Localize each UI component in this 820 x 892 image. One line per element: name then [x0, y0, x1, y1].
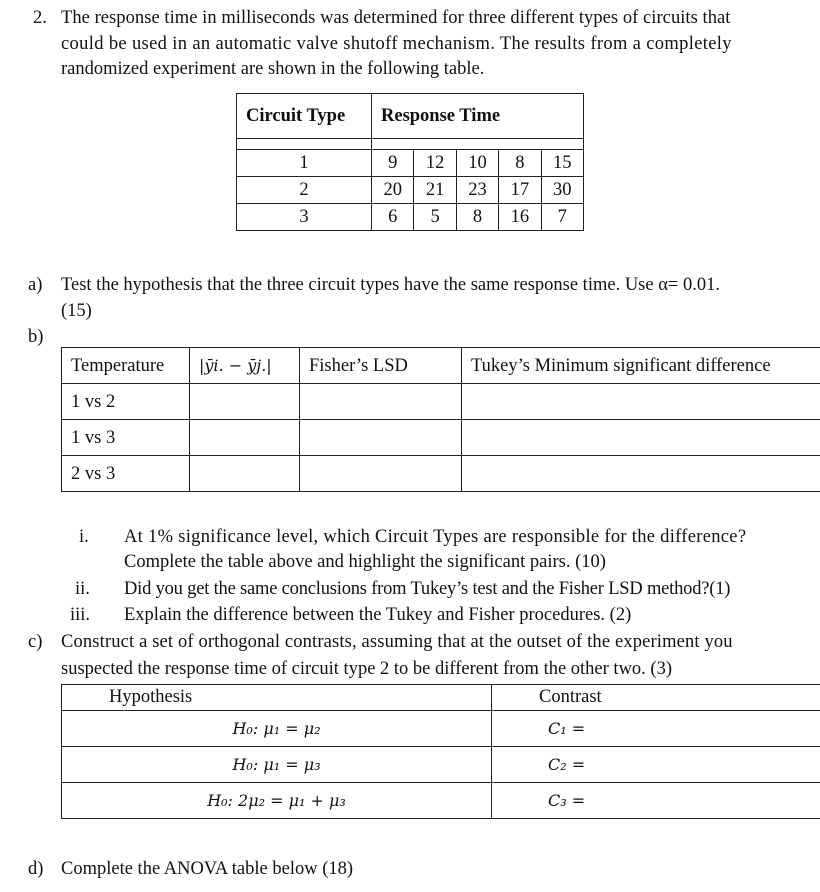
question-number: 2.: [33, 8, 47, 28]
question-intro-line-1: The response time in milliseconds was determined for three different types of circuits that: [61, 8, 731, 28]
table-row: [62, 783, 820, 819]
circuit-type-cell: 1: [237, 150, 372, 177]
lsd-cell[interactable]: [300, 384, 462, 420]
item-i-line-1: At 1% significance level, which Circuit Types are responsible for the difference?: [124, 527, 747, 547]
response-value-cell: 5: [414, 204, 456, 231]
table-row: [62, 384, 820, 420]
hypothesis-cell: H₀: 2μ₂ = μ₁ + μ₃: [62, 783, 492, 819]
part-c-line-1: Construct a set of orthogonal contrasts, assuming that at the outset of the experiment you: [61, 632, 733, 652]
header-contrast: Contrast: [492, 685, 820, 711]
response-time-table: [236, 93, 584, 231]
table-row: [62, 456, 820, 492]
header-response-time: Response Time: [372, 94, 584, 139]
tukey-cell[interactable]: [462, 420, 820, 456]
part-a-label: a): [28, 275, 43, 295]
comparison-label: 1 vs 3: [62, 420, 190, 456]
table-row: [237, 204, 584, 231]
part-c-line-2: suspected the response time of circuit type 2 to be different from the other two. (3): [61, 659, 672, 679]
part-d-text: Complete the ANOVA table below (18): [61, 859, 354, 879]
response-value-cell: 15: [541, 150, 583, 177]
header-fisher-lsd: Fisher’s LSD: [300, 348, 462, 384]
response-value-cell: 23: [456, 177, 498, 204]
table-row: [62, 747, 820, 783]
table-row: [62, 420, 820, 456]
header-circuit-type: Circuit Type: [237, 94, 372, 139]
item-ii-line-1: Did you get the same conclusions from Tukey’s test and the Fisher LSD method?(1): [124, 579, 731, 599]
question-intro-line-2: could be used in an automatic valve shutoff mechanism. The results from a completely: [61, 34, 732, 54]
table-row: [62, 711, 820, 747]
circuit-type-cell: 2: [237, 177, 372, 204]
tukey-cell[interactable]: [462, 384, 820, 420]
response-value-cell: 17: [499, 177, 541, 204]
response-value-cell: 20: [372, 177, 414, 204]
question-intro-line-3: randomized experiment are shown in the following table.: [61, 59, 485, 79]
response-value-cell: 30: [541, 177, 583, 204]
hypothesis-cell: H₀: μ₁ = μ₂: [62, 711, 492, 747]
part-c-label: c): [28, 632, 43, 652]
item-i-number: i.: [79, 527, 89, 547]
header-tukey-msd: Tukey’s Minimum significant difference: [462, 348, 820, 384]
table-row: [237, 177, 584, 204]
lsd-cell[interactable]: [300, 456, 462, 492]
part-b-label: b): [28, 327, 44, 347]
response-value-cell: 16: [499, 204, 541, 231]
mean-diff-cell[interactable]: [190, 420, 300, 456]
part-a-line-2: (15): [61, 301, 92, 321]
response-value-cell: 6: [372, 204, 414, 231]
tukey-cell[interactable]: [462, 456, 820, 492]
table-header-row: [62, 685, 820, 711]
hypothesis-cell: H₀: μ₁ = μ₃: [62, 747, 492, 783]
item-ii-number: ii.: [75, 579, 90, 599]
mean-diff-cell[interactable]: [190, 456, 300, 492]
contrast-cell[interactable]: C₃ =: [492, 783, 820, 819]
response-value-cell: 9: [372, 150, 414, 177]
item-iii-line-1: Explain the difference between the Tukey and Fisher procedures. (2): [124, 605, 632, 625]
contrast-cell[interactable]: C₁ =: [492, 711, 820, 747]
contrast-table: [61, 684, 820, 819]
item-i-line-2: Complete the table above and highlight the significant pairs. (10): [124, 552, 606, 572]
circuit-type-cell: 3: [237, 204, 372, 231]
response-value-cell: 21: [414, 177, 456, 204]
table-row: [237, 150, 584, 177]
comparison-label: 1 vs 2: [62, 384, 190, 420]
part-d-label: d): [28, 859, 44, 879]
contrast-cell[interactable]: C₂ =: [492, 747, 820, 783]
response-value-cell: 12: [414, 150, 456, 177]
header-temperature: Temperature: [62, 348, 190, 384]
response-value-cell: 10: [456, 150, 498, 177]
header-hypothesis: Hypothesis: [62, 685, 492, 711]
header-mean-difference: |ȳi. − ȳj.|: [190, 348, 300, 384]
response-value-cell: 7: [541, 204, 583, 231]
mean-diff-cell[interactable]: [190, 384, 300, 420]
table-header-row: [62, 348, 820, 384]
lsd-cell[interactable]: [300, 420, 462, 456]
comparison-label: 2 vs 3: [62, 456, 190, 492]
item-iii-number: iii.: [70, 605, 91, 625]
multiple-comparison-table: [61, 347, 820, 492]
response-value-cell: 8: [499, 150, 541, 177]
part-a-line-1: Test the hypothesis that the three circuit types have the same response time. Use α= 0.01.: [61, 275, 720, 295]
response-value-cell: 8: [456, 204, 498, 231]
